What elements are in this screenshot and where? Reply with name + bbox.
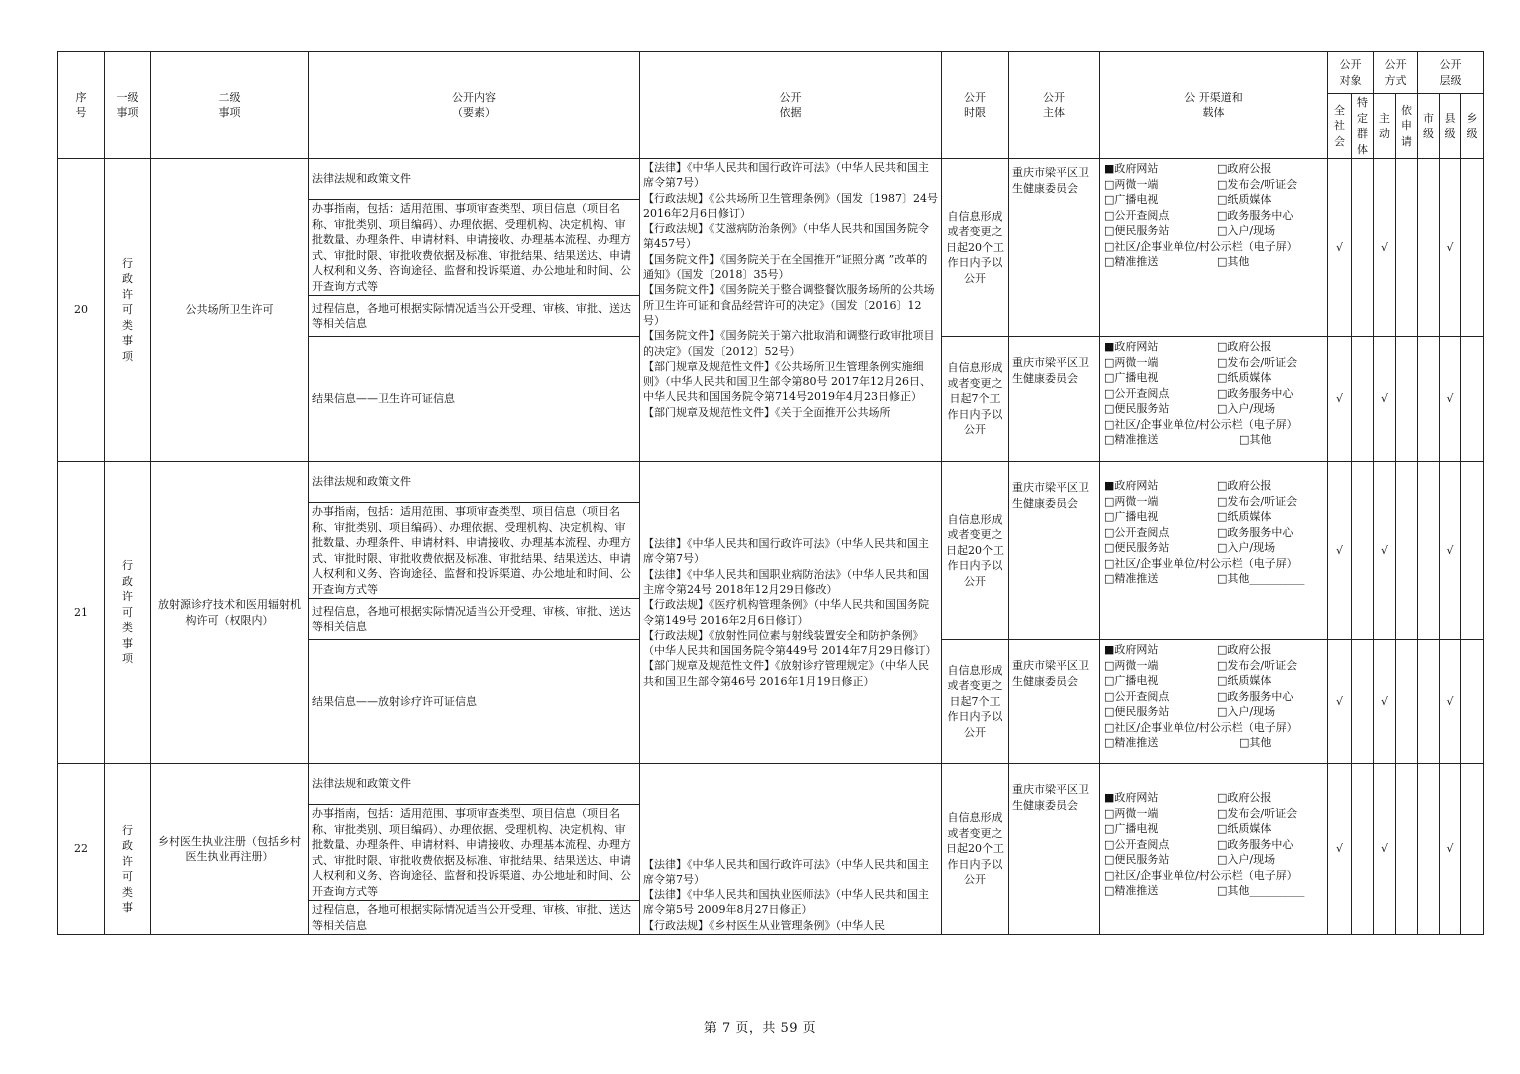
channel-option: □便民服务站 (1104, 224, 1170, 237)
header-level1: 一级事项 (105, 52, 151, 159)
channel-option: □社区/企事业单位/村公示栏（电子屏） (1104, 720, 1298, 734)
seq-cell: 20 (58, 159, 105, 462)
channel-option: □发布会/听证会 (1217, 494, 1298, 508)
channel-option: □便民服务站 (1104, 853, 1170, 866)
channel-option: □入户/现场 (1217, 224, 1276, 237)
channel-option: □其他__________ (1217, 884, 1305, 897)
basis-cell: 【法律】《中华人民共和国行政许可法》（中华人民共和国主席令第7号） 【行政法规】《公共场所卫生管理条例》（国发〔1987〕24号 2016年2月6日修订） 【行政法规】《艾滋病防治条例》（中华人民共和国国务院令第457号） 【国务院文件】《国务院关于在全国推开“证照分离 ”改革的通知》（国发〔2018〕35号） 【国务院文件】《国务院关于整合调整餐饮服务场所的公共场所卫生许可证和食品经营许可的决定》（国发〔2016〕12号） 【国务院文件】《国务院关于第六批取消和调整行政审批项目的决定》（国发〔2012〕52号） 【部门规章及规范性文件】《公共场所卫生管理条例实施细则》（中华人民共和国卫生部令第80号 2017年12月26日、中华人民共和国国务院令第714号2019年4月23日修正） 【部门规章及规范性文件】《关于全面推开公共场所 (640, 159, 942, 462)
content-laws: 法律法规和政策文件 (309, 462, 640, 503)
check-mark: √ (1374, 462, 1396, 640)
channels-cell (1100, 337, 1328, 462)
channel-option: □公开查阅点 (1104, 689, 1170, 703)
header-level-county: 县级 (1440, 94, 1461, 159)
subject-cell: 重庆市梁平区卫生健康委员会 (1009, 640, 1100, 764)
channel-option: □发布会/听证会 (1217, 806, 1298, 820)
content-guide: 办事指南，包括：适用范围、事项审查类型、项目信息（项目名称、审批类别、项目编码）、办理依据、受理机构、决定机构、审批数量、办理条件、申请材料、申请接收、办理基本流程、办理方式、审批时限、审批收费依据及标准、审批结果、结果送达、申请人权利和义务、咨询途径、监督和投诉渠道、办公地址和时间、公开查询方式等 (309, 503, 640, 599)
time-limit-cell: 自信息形成或者变更之日起7个工作日内予以公开 (942, 640, 1009, 764)
channel-option: □其他 (1239, 736, 1272, 749)
channel-option: ■政府网站 (1104, 791, 1159, 804)
channel-option: □便民服务站 (1104, 541, 1170, 554)
channel-option: □政府公报 (1217, 162, 1272, 175)
header-level-group: 公开层级 (1418, 52, 1484, 94)
content-process: 过程信息，各地可根据实际情况适当公开受理、审核、审批、送达等相关信息 (309, 296, 640, 337)
channel-option: □公开查阅点 (1104, 837, 1170, 851)
content-guide: 办事指南，包括：适用范围、事项审查类型、项目信息（项目名称、审批类别、项目编码）、办理依据、受理机构、决定机构、审批数量、办理条件、申请材料、申请接收、办理基本流程、办理方式、审批时限、审批收费依据及标准、审批结果、结果送达、申请人权利和义务、咨询途径、监督和投诉渠道、办公地址和时间、公开查询方式等 (309, 805, 640, 901)
channel-option: ■政府网站 (1104, 340, 1159, 353)
seq-cell: 21 (58, 462, 105, 764)
channel-option: □纸质媒体 (1217, 510, 1272, 523)
check-mark: √ (1440, 159, 1461, 337)
level2-cell: 公共场所卫生许可 (151, 159, 309, 462)
level2-cell: 放射源诊疗技术和医用辐射机构许可（权限内） (151, 462, 309, 764)
check-mark: √ (1374, 640, 1396, 764)
channel-option: □广播电视 (1104, 371, 1159, 384)
channel-option: ■政府网站 (1104, 479, 1159, 492)
content-guide: 办事指南，包括：适用范围、事项审查类型、项目信息（项目名称、审批类别、项目编码）、办理依据、受理机构、决定机构、审批数量、办理条件、申请材料、申请接收、办理基本流程、办理方式、审批时限、审批收费依据及标准、审批结果、结果送达、申请人权利和义务、咨询途径、监督和投诉渠道、办公地址和时间、公开查询方式等 (309, 200, 640, 296)
check-mark: √ (1440, 337, 1461, 462)
check-mark: √ (1440, 764, 1461, 935)
channel-option: □发布会/听证会 (1217, 177, 1298, 191)
channel-option: □公开查阅点 (1104, 525, 1170, 539)
channel-option: □两微一端 (1104, 806, 1159, 820)
channel-option: □政务服务中心 (1217, 208, 1294, 222)
basis-cell: 【法律】《中华人民共和国行政许可法》（中华人民共和国主席令第7号） 【法律】《中华人民共和国职业病防治法》（中华人民共和国主席令第24号 2018年12月29日修改） 【行政法规】《医疗机构管理条例》（中华人民共和国国务院令第149号 2016年2月6日修订） 【行政法规】《放射性同位素与射线装置安全和防护条例》（中华人民共和国国务院令第449号 2014年7月29日修订） 【部门规章及规范性文件】《放射诊疗管理规定》（中华人民共和国卫生部令第46号 2016年1月19日修正） (640, 462, 942, 764)
content-result: 结果信息——放射诊疗许可证信息 (309, 640, 640, 764)
content-laws: 法律法规和政策文件 (309, 159, 640, 200)
channel-option: □精准推送 (1104, 433, 1159, 446)
header-target-group: 公开对象 (1328, 52, 1374, 94)
content-result: 结果信息——卫生许可证信息 (309, 337, 640, 462)
channel-option: □精准推送 (1104, 884, 1159, 897)
level1-cell: 行政许可类事 (105, 764, 151, 935)
level1-cell: 行政许可类事项 (105, 462, 151, 764)
time-limit-cell: 自信息形成或者变更之日起20个工作日内予以公开 (942, 764, 1009, 935)
channel-option: □发布会/听证会 (1217, 355, 1298, 369)
check-mark: √ (1440, 462, 1461, 640)
channel-option: □其他 (1239, 433, 1272, 446)
channel-option: □社区/企事业单位/村公示栏（电子屏） (1104, 868, 1298, 882)
channel-option: □政务服务中心 (1217, 525, 1294, 539)
time-limit-cell: 自信息形成或者变更之日起20个工作日内予以公开 (942, 462, 1009, 640)
channel-option: □入户/现场 (1217, 705, 1276, 718)
channel-option: □入户/现场 (1217, 541, 1276, 554)
channel-option: □政务服务中心 (1217, 386, 1294, 400)
channel-option: □精准推送 (1104, 736, 1159, 749)
channel-option: □政务服务中心 (1217, 837, 1294, 851)
channel-option: □两微一端 (1104, 494, 1159, 508)
channel-option: □其他__________ (1217, 572, 1305, 585)
header-row (58, 52, 1484, 94)
subject-cell: 重庆市梁平区卫生健康委员会 (1009, 462, 1100, 640)
channels-cell (1100, 764, 1328, 935)
channel-option: □政府公报 (1217, 791, 1272, 804)
header-seq: 序号 (58, 52, 105, 159)
channel-option: □公开查阅点 (1104, 208, 1170, 222)
seq-cell: 22 (58, 764, 105, 935)
channel-option: □政府公报 (1217, 643, 1272, 656)
channel-option: □其他 (1217, 255, 1250, 268)
basis-cell: 【法律】《中华人民共和国行政许可法》（中华人民共和国主席令第7号） 【法律】《中华人民共和国执业医师法》（中华人民共和国主席令第5号 2009年8月27日修正） 【行政法规】《乡村医生从业管理条例》（中华人民 (640, 764, 942, 935)
header-level-town: 乡级 (1461, 94, 1484, 159)
header-channels: 公 开渠道和载体 (1100, 52, 1328, 159)
header-level-city: 市级 (1418, 94, 1440, 159)
header-time-limit: 公开时限 (942, 52, 1009, 159)
channel-option: □政府公报 (1217, 340, 1272, 353)
header-target-specific: 特定群体 (1352, 94, 1374, 159)
channel-option: ■政府网站 (1104, 643, 1159, 656)
check-mark: √ (1328, 462, 1352, 640)
channel-option: □纸质媒体 (1217, 371, 1272, 384)
check-mark: √ (1440, 640, 1461, 764)
subject-cell: 重庆市梁平区卫生健康委员会 (1009, 337, 1100, 462)
header-target-all: 全社会 (1328, 94, 1352, 159)
channel-option: □两微一端 (1104, 355, 1159, 369)
channel-option: □政务服务中心 (1217, 689, 1294, 703)
subject-cell: 重庆市梁平区卫生健康委员会 (1009, 159, 1100, 337)
header-level2: 二级事项 (151, 52, 309, 159)
content-laws: 法律法规和政策文件 (309, 764, 640, 805)
header-subject: 公开主体 (1009, 52, 1100, 159)
channel-option: □纸质媒体 (1217, 674, 1272, 687)
level1-cell: 行政许可类事项 (105, 159, 151, 462)
disclosure-table (57, 51, 1484, 935)
channels-cell (1100, 462, 1328, 640)
content-process: 过程信息，各地可根据实际情况适当公开受理、审核、审批、送达等相关信息 (309, 599, 640, 640)
table-row (58, 764, 1484, 805)
check-mark: √ (1328, 337, 1352, 462)
time-limit-cell: 自信息形成或者变更之日起7个工作日内予以公开 (942, 337, 1009, 462)
channel-option: □入户/现场 (1217, 402, 1276, 415)
channel-option: □便民服务站 (1104, 705, 1170, 718)
channels-cell (1100, 640, 1328, 764)
channels-cell (1100, 159, 1328, 337)
channel-option: □政府公报 (1217, 479, 1272, 492)
channel-option: □两微一端 (1104, 658, 1159, 672)
channel-option: □广播电视 (1104, 674, 1159, 687)
channel-option: □入户/现场 (1217, 853, 1276, 866)
channel-option: ■政府网站 (1104, 162, 1159, 175)
channel-option: □广播电视 (1104, 510, 1159, 523)
channel-option: □纸质媒体 (1217, 193, 1272, 206)
subject-cell: 重庆市梁平区卫生健康委员会 (1009, 764, 1100, 935)
channel-option: □精准推送 (1104, 255, 1159, 268)
header-mode-active: 主动 (1374, 94, 1396, 159)
content-process: 过程信息，各地可根据实际情况适当公开受理、审核、审批、送达等相关信息 (309, 901, 640, 935)
channel-option: □社区/企事业单位/村公示栏（电子屏） (1104, 239, 1298, 253)
check-mark: √ (1374, 764, 1396, 935)
channel-option: □广播电视 (1104, 193, 1159, 206)
channel-option: □两微一端 (1104, 177, 1159, 191)
channel-option: □便民服务站 (1104, 402, 1170, 415)
check-mark: √ (1328, 159, 1352, 337)
check-mark: √ (1328, 764, 1352, 935)
table-row (58, 159, 1484, 200)
channel-option: □发布会/听证会 (1217, 658, 1298, 672)
check-mark: √ (1328, 640, 1352, 764)
level2-cell: 乡村医生执业注册（包括乡村医生执业再注册） (151, 764, 309, 935)
channel-option: □纸质媒体 (1217, 822, 1272, 835)
header-basis: 公开依据 (640, 52, 942, 159)
check-mark: √ (1374, 337, 1396, 462)
channel-option: □精准推送 (1104, 572, 1159, 585)
channel-option: □社区/企事业单位/村公示栏（电子屏） (1104, 417, 1298, 431)
channel-option: □社区/企事业单位/村公示栏（电子屏） (1104, 556, 1298, 570)
header-mode-group: 公开方式 (1374, 52, 1418, 94)
header-mode-request: 依申请 (1396, 94, 1418, 159)
channel-option: □广播电视 (1104, 822, 1159, 835)
page-number: 第 7 页，共 59 页 (703, 1021, 817, 1036)
time-limit-cell: 自信息形成或者变更之日起20个工作日内予以公开 (942, 159, 1009, 337)
table-row (58, 462, 1484, 503)
header-content: 公开内容（要素） (309, 52, 640, 159)
channel-option: □公开查阅点 (1104, 386, 1170, 400)
check-mark: √ (1374, 159, 1396, 337)
